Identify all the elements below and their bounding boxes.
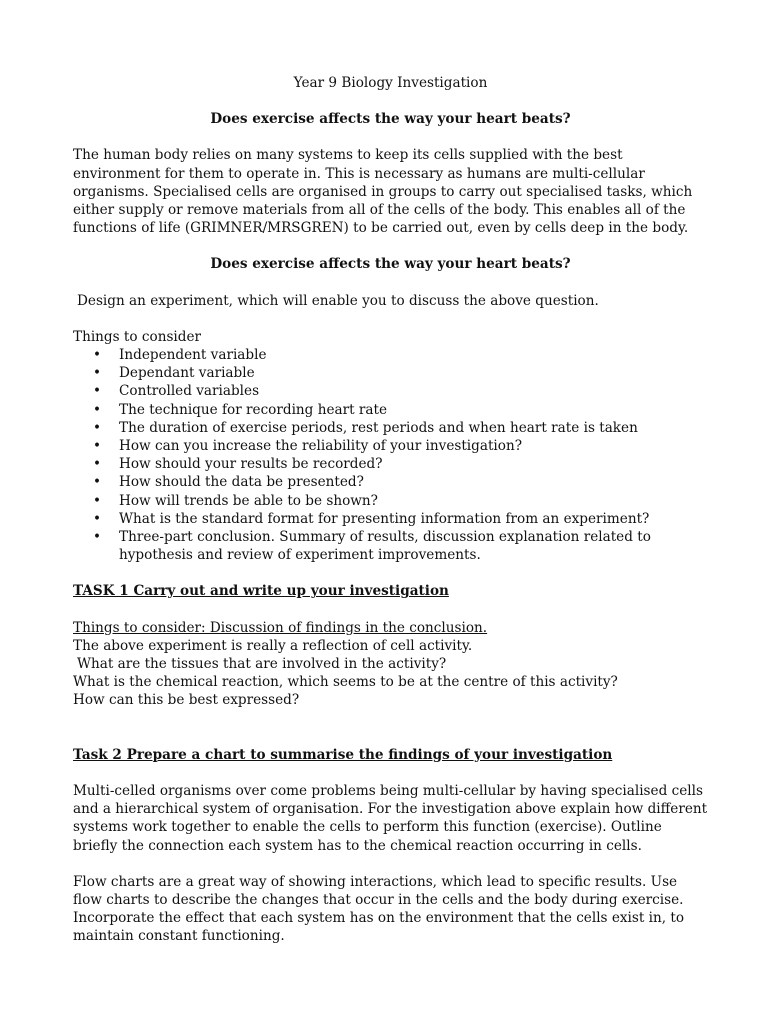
list-item: • How should the data be presented? — [73, 473, 708, 491]
things-to-consider-heading: Things to consider — [73, 328, 202, 345]
list-item: • Controlled variables — [73, 382, 708, 400]
finding-line: The above experiment is really a reflection of cell activity. — [73, 637, 473, 654]
list-item: • Dependant variable — [73, 364, 708, 382]
list-item: • The duration of exercise periods, rest periods and when heart rate is taken — [73, 419, 708, 437]
task1-heading: TASK 1 Carry out and write up your investigation — [73, 583, 449, 600]
investigation-question-repeat: Does exercise affects the way your heart beats? — [210, 256, 571, 273]
list-item: • Independent variable — [73, 346, 708, 364]
finding-line: How can this be best expressed? — [73, 692, 300, 709]
list-item: • What is the standard format for presenting information from an experiment? — [73, 510, 708, 528]
list-item: • How will trends be able to be shown? — [73, 492, 708, 510]
list-item: • The technique for recording heart rate — [73, 401, 708, 419]
list-item: • How can you increase the reliability of your investigation? — [73, 437, 708, 455]
intro-paragraph: The human body relies on many systems to keep its cells supplied with the best environment for them to operate in. This is necessary as humans are multi-cellular organisms. Specialised cells are organised in groups to carry out specialised tasks, which either supply or remove materials from all of the cells of the body. This enables all of the functions of life (GRIMNER/MRSGREN) to be carried out, even by cells deep in the body. — [73, 147, 693, 237]
list-item: • Three-part conclusion. Summary of results, discussion explanation related to hypothesis and review of experiment improvements. — [73, 528, 708, 564]
design-instruction: Design an experiment, which will enable you to discuss the above question. — [77, 292, 599, 309]
document-title: Year 9 Biology Investigation — [293, 75, 488, 91]
task2-heading: Task 2 Prepare a chart to summarise the findings of your investigation — [73, 746, 613, 763]
finding-line: What are the tissues that are involved in the activity? — [77, 656, 447, 673]
consider-list — [73, 346, 708, 564]
task2-paragraph-2: Flow charts are a great way of showing interactions, which lead to specific results. Use flow charts to describe the changes that occur in the cells and the body during exercise. Incorporate the effect that each system has on the environment that the cells exist in, to maintain constant functioning. — [73, 873, 685, 945]
finding-line: What is the chemical reaction, which seems to be at the centre of this activity? — [73, 674, 618, 691]
findings-heading: Things to consider: Discussion of findings in the conclusion. — [73, 619, 488, 636]
task2-paragraph-1: Multi-celled organisms over come problems being multi-cellular by having specialised cells and a hierarchical system of organisation. For the investigation above explain how different systems work together to enable the cells to perform this function (exercise). Outline briefly the connection each system has to the chemical reaction occurring in cells. — [73, 782, 708, 854]
list-item: • How should your results be recorded? — [73, 455, 708, 473]
investigation-question: Does exercise affects the way your heart beats? — [210, 111, 571, 128]
